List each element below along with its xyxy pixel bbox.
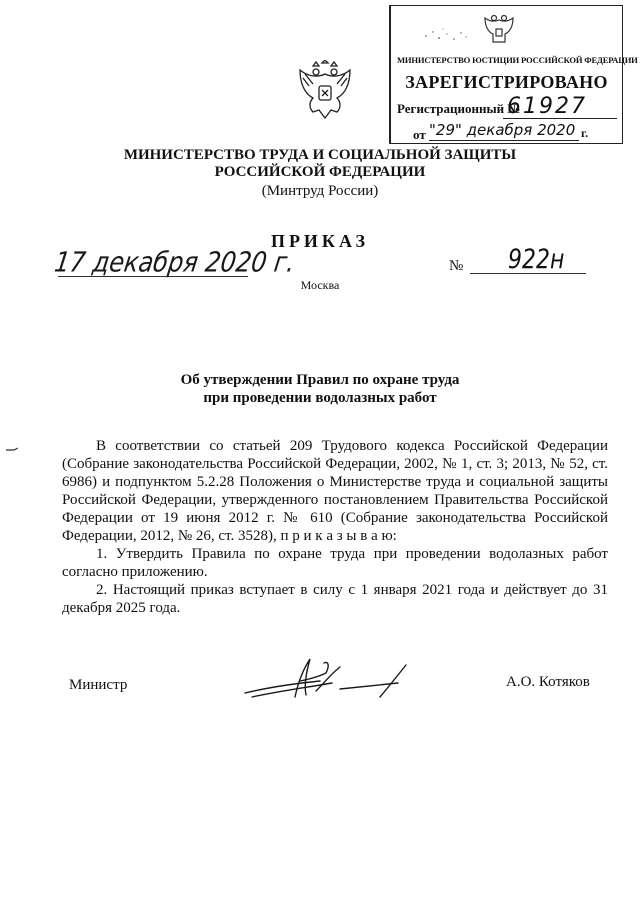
stamp-date-label: от — [413, 127, 426, 142]
body-item-1: 1. Утвердить Правила по охране труда при проведении водолазных работ согласно приложению. — [62, 546, 608, 580]
order-body — [62, 437, 608, 617]
stamp-number-line — [503, 118, 617, 119]
signatory-role: Министр — [69, 677, 128, 693]
stamp-ministry-name: МИНИСТЕРСТВО ЮСТИЦИИ РОССИЙСКОЙ ФЕДЕРАЦИИ — [397, 55, 638, 65]
order-heading-line2: при проведении водолазных работ — [203, 390, 437, 406]
stamp-date-suffix: г. — [581, 126, 589, 140]
registration-stamp — [389, 5, 638, 144]
ministry-name-line1: МИНИСТЕРСТВО ТРУДА И СОЦИАЛЬНОЙ ЗАЩИТЫ — [123, 147, 517, 163]
stamp-speckle — [421, 24, 471, 46]
stamp-date: "29" декабря 2020 — [429, 121, 576, 139]
body-item-2: 2. Настоящий приказ вступает в силу с 1 января 2021 года и действует до 31 декабря 2025 года. — [62, 582, 608, 616]
order-heading-line1: Об утверждении Правил по охране труда — [180, 372, 460, 388]
stamp-reg-label: Регистрационный № — [397, 101, 521, 116]
order-number-label: № — [449, 258, 464, 274]
order-number-handwritten: 922н — [508, 245, 565, 275]
handwritten-signature — [240, 653, 420, 703]
coat-of-arms-icon — [297, 60, 353, 124]
order-number-line — [470, 273, 586, 274]
stamp-reg-number: 61927 — [507, 94, 587, 119]
stamp-eagle-icon — [479, 12, 519, 52]
order-title: ПРИКАЗ — [270, 231, 370, 251]
stamp-date-line — [429, 140, 579, 141]
order-date-handwritten: 17 декабря 2020 г. — [52, 246, 297, 279]
stamp-status: ЗАРЕГИСТРИРОВАНО — [405, 72, 608, 92]
order-city: Москва — [300, 278, 340, 292]
signatory-name: А.О. Котяков — [506, 674, 590, 690]
body-paragraph-preamble: В соответствии со статьей 209 Трудового кодекса Российской Федерации (Собрание законодательства Российской Федерации, 2002, № 1, ст. 3; 2013, № 52, ст. 6986) и подпунктом 5.2.28 Положения о Министерстве труда и социальной защиты Российской Федерации, утвержденного постановлением Правительства Российской Федерации от 19 июня 2012 г. № 610 (Собрание законодательства Российской Федерации, 2012, № 26, ст. 3528), п р и к а з ы в а ю: — [62, 438, 608, 544]
order-date-line — [58, 276, 248, 277]
margin-mark — [6, 440, 18, 446]
ministry-name-line2: РОССИЙСКОЙ ФЕДЕРАЦИИ — [214, 164, 426, 180]
ministry-short-name: (Минтруд России) — [261, 183, 379, 199]
